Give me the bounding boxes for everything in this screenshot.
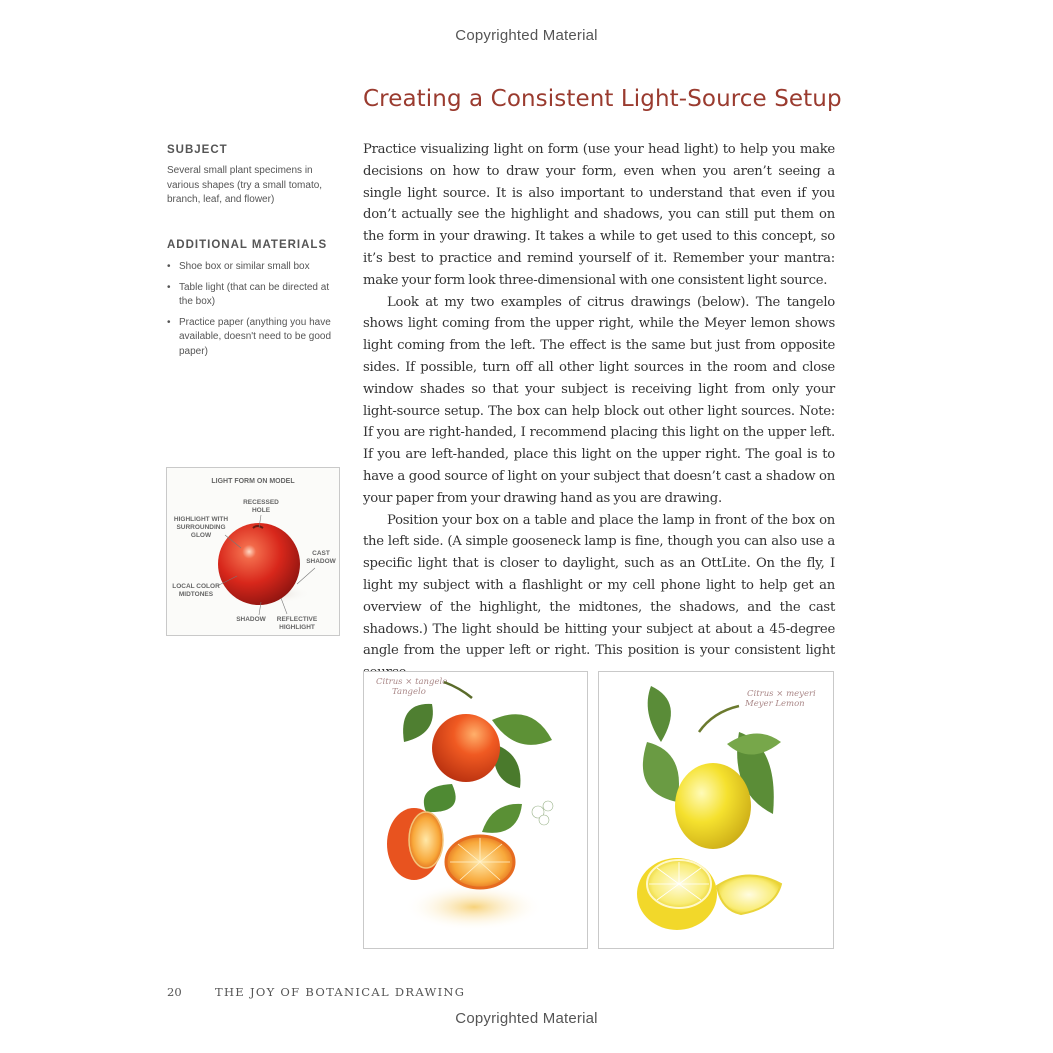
leaf-icon: [643, 742, 679, 802]
stem: [444, 682, 472, 698]
tangelo-subcaption: Tangelo: [392, 687, 426, 697]
subject-heading: SUBJECT: [167, 144, 228, 156]
list-item: • Table light (that can be directed at the box): [167, 281, 345, 310]
paragraph-2: Look at my two examples of citrus drawings (below). The tangelo shows light coming from the upper right, while the Meyer lemon shows light coming from the left. The effect is the same but just from opposite sides. If possible, turn off all other light sources in the room and close window shades so that your subject is receiving light from only your light-source setup. The box can help block out other light sources. Note: If you are right-handed, I recommend placing this light on the upper left. If you are left-handed, place this light on the upper right. The goal is to have a good source of light on your subject that doesn’t cast a shadow on your paper from your drawing hand as you are drawing.: [363, 294, 835, 506]
tangelo-caption: Citrus × tangelo: [376, 677, 448, 687]
label-shadow: SHADOW: [236, 616, 266, 623]
label-cast-shadow: CAST SHADOW: [306, 550, 336, 565]
label-reflective-highlight: REFLECTIVE HIGHLIGHT: [276, 616, 318, 631]
label-highlight: HIGHLIGHT WITH SURROUNDING GLOW: [173, 516, 229, 539]
diagram-title: LIGHT FORM ON MODEL: [211, 478, 295, 485]
lemon-caption: Citrus × meyeri: [747, 689, 816, 699]
list-item: • Shoe box or similar small box: [167, 260, 345, 275]
subject-text: Several small plant specimens in various shapes (try a small tomato, branch, leaf, and flower): [167, 165, 323, 205]
stem: [699, 706, 739, 732]
lemon-fruit: [675, 763, 751, 849]
page-number: 20: [167, 985, 182, 999]
tangelo-cut-face: [409, 812, 443, 868]
materials-list: [167, 260, 345, 359]
materials-heading: ADDITIONAL MATERIALS: [167, 239, 328, 251]
watermark-top: Copyrighted Material: [455, 27, 598, 44]
lemon-subcaption: Meyer Lemon: [745, 699, 805, 709]
light-form-diagram: [166, 467, 340, 636]
label-recessed-hole: RECESSED HOLE: [243, 499, 279, 514]
tangelo-fruit: [432, 714, 500, 782]
paragraph-3: Position your box on a table and place the lamp in front of the box on the left side. (A simple gooseneck lamp is fine, though you can also use a specific light that is closer to daylight, such as an OttLite. On the fly, I light my subject with a flashlight or my cell phone light to help get an overview of the highlight, the midtones, the shadows, and the cast shadows.) The light should be hitting your subject at about a 45-degree angle from the upper left or right. This position is your consistent light: [363, 512, 835, 659]
leaf-icon: [727, 733, 781, 754]
lemon-drawing: [599, 672, 833, 948]
page-title: Creating a Consistent Light-Source Setup: [363, 86, 842, 112]
leaf-icon: [403, 704, 433, 742]
materials-list-wrapper: [167, 260, 345, 365]
leaf-icon: [482, 804, 522, 833]
book-title: THE JOY OF BOTANICAL DRAWING: [215, 985, 466, 999]
watermark-bottom: Copyrighted Material: [455, 1010, 598, 1027]
blossom-icon: [532, 801, 553, 825]
leaf-icon: [648, 686, 671, 742]
tangelo-illustration: [363, 671, 588, 949]
juice-stain: [404, 883, 544, 931]
body-text: [363, 139, 835, 684]
lemon-slice: [717, 875, 781, 914]
paragraph-1: Practice visualizing light on form (use your head light) to help you make decisions on how to draw your form, even when you aren’t seeing a single light source. It is also important to understand that even if you don’t actually see the highlight and shadows, you can still put them on the form in your drawing. It takes a while to get used to this concept, so it’s best to practice and remind yourself of it. Remember your mantra: make your form look three-dimensional with one consistent light source.: [363, 142, 835, 288]
tangelo-drawing: [364, 672, 587, 948]
label-local-color: LOCAL COLOR MIDTONES: [172, 583, 220, 598]
list-item: • Practice paper (anything you have available, doesn't need to be good paper): [167, 316, 345, 360]
leaf-icon: [492, 714, 552, 745]
leaf-icon: [424, 784, 456, 812]
lemon-illustration: [598, 671, 834, 949]
